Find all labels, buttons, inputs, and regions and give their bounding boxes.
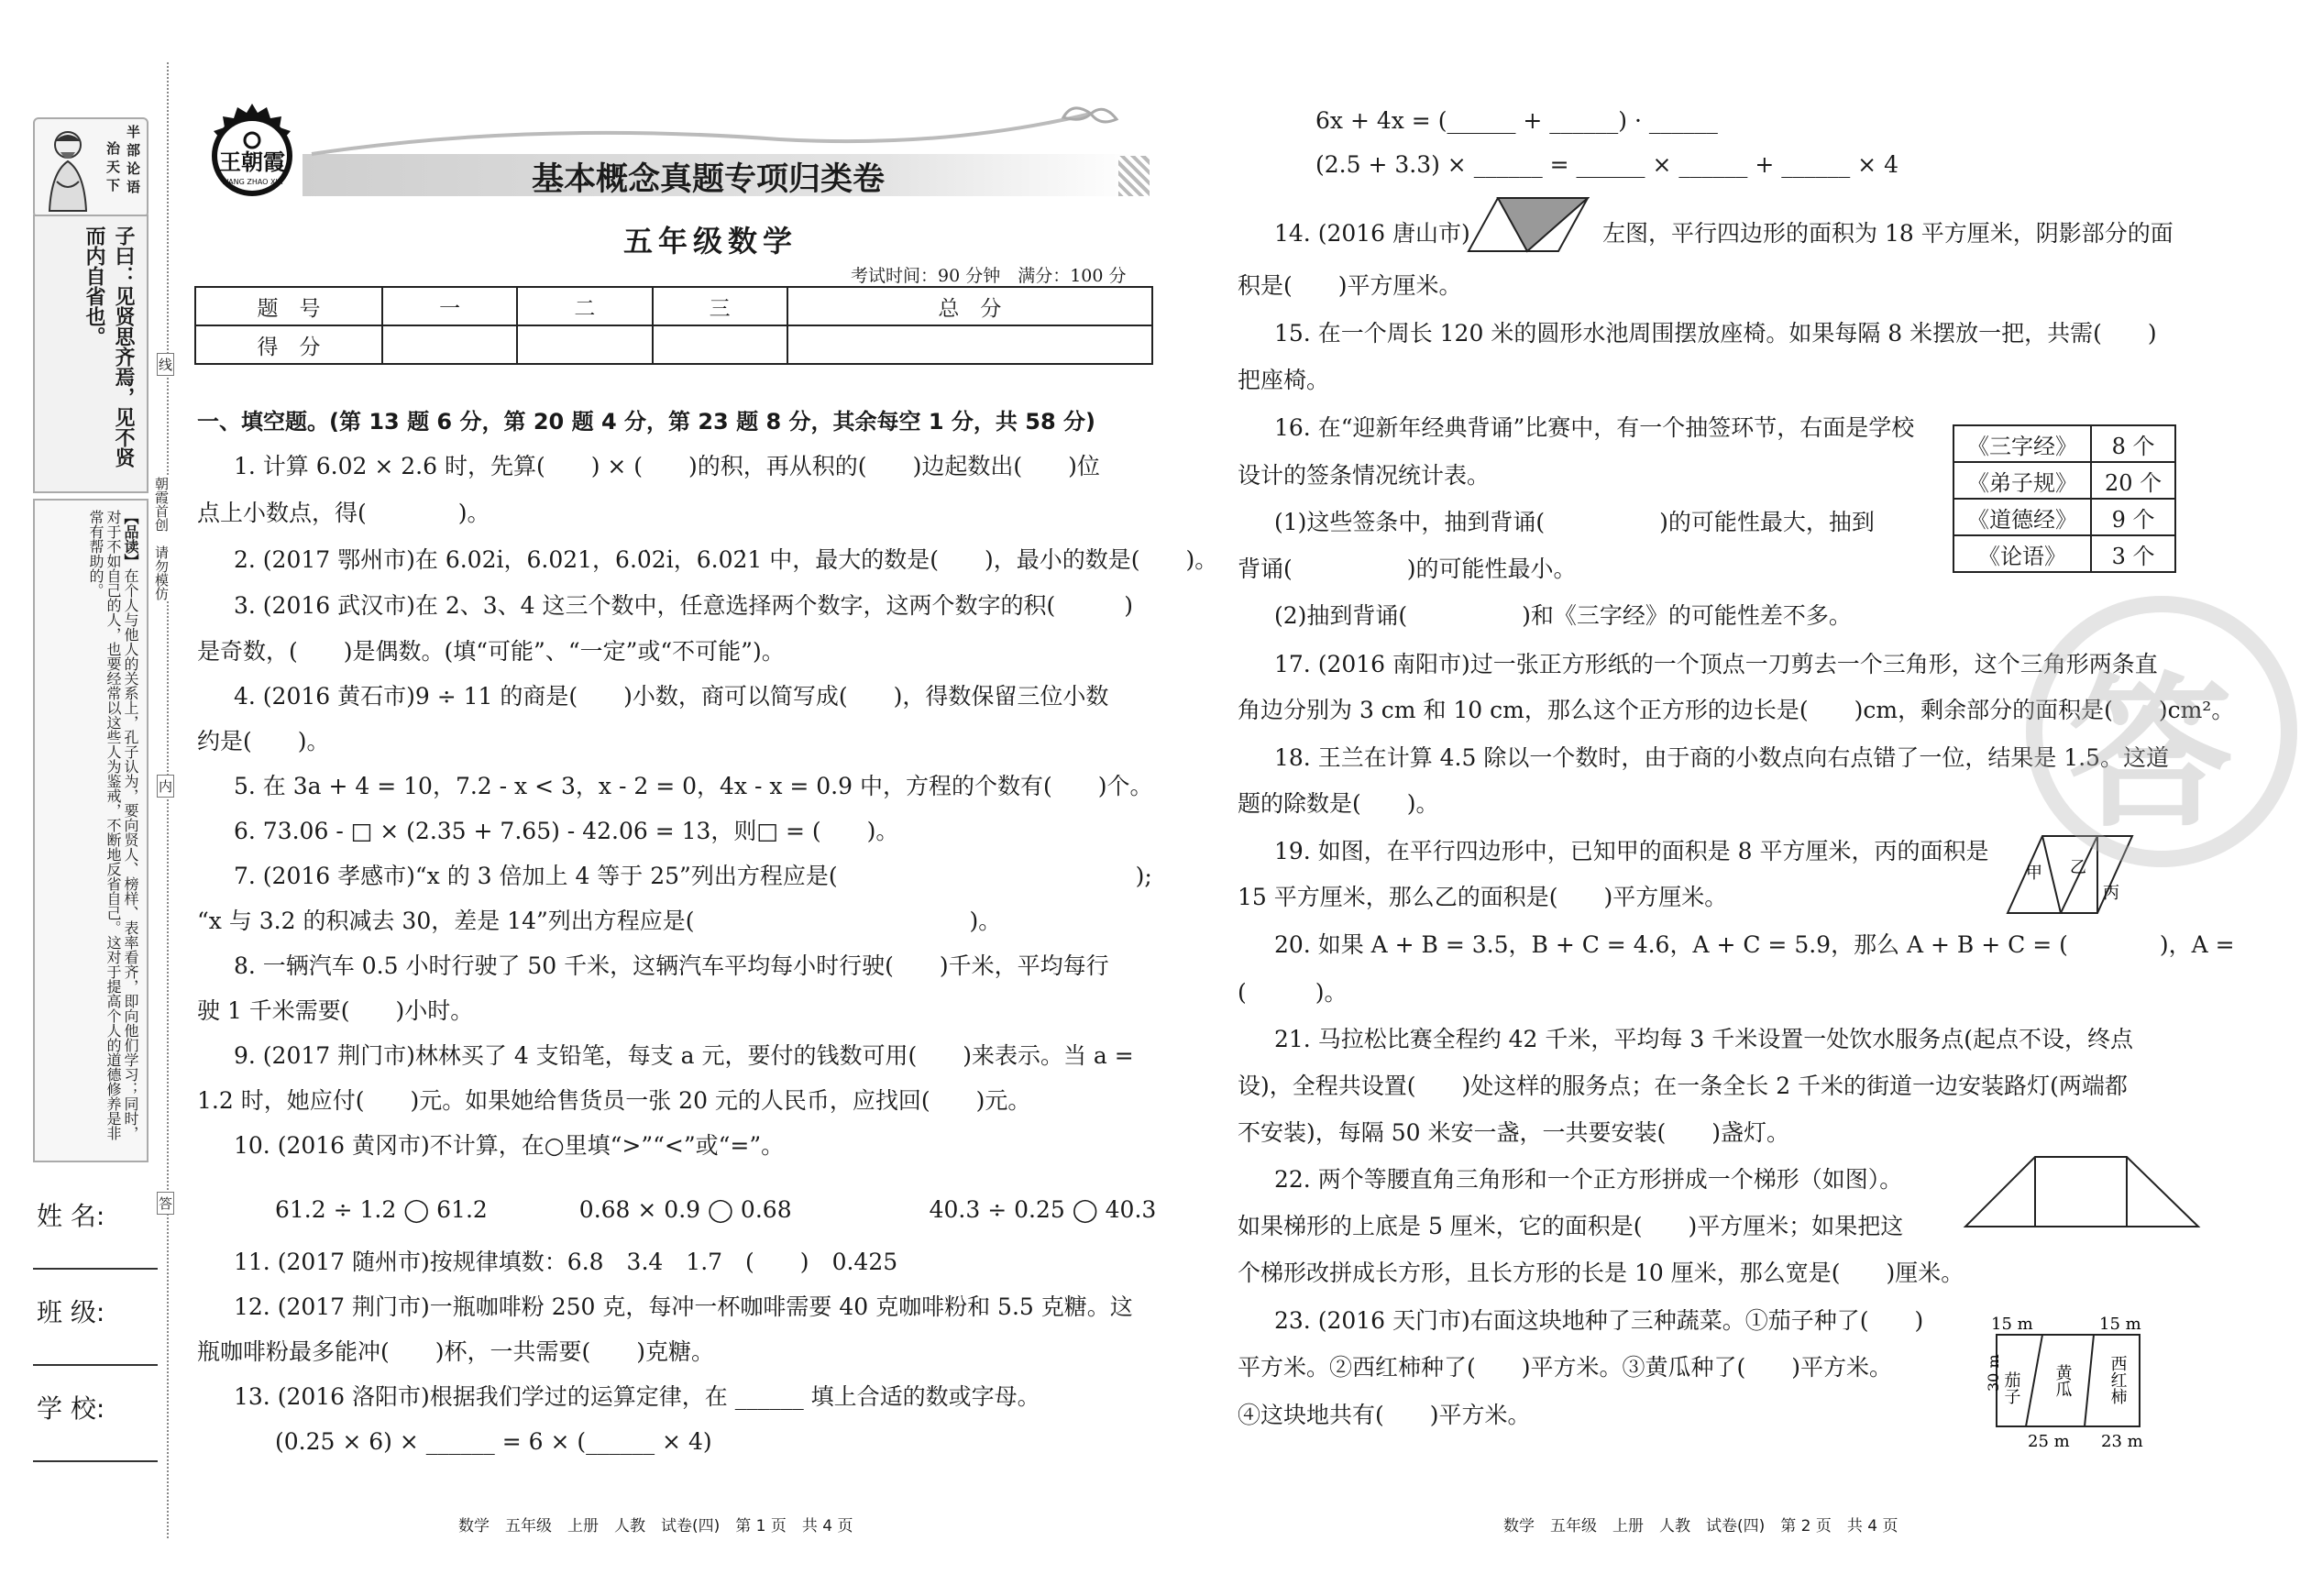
tally-count: 20 个	[2091, 462, 2175, 499]
tally-item: 《道德经》	[1953, 499, 2091, 535]
question-21: 21. 马拉松比赛全程约 42 千米，平均每 3 千米设置一处饮水服务点(起点不设，终点	[1274, 1026, 2133, 1052]
question-21-cont1: 设)，全程共设置( )处这样的服务点；在一条全长 2 千米的街道一边安装路灯(两端都	[1238, 1073, 2128, 1099]
motto-char: 治	[106, 140, 121, 157]
question-16-part1-cont: 背诵( )的可能性最小。	[1238, 556, 1577, 582]
student-class-field[interactable]	[37, 1293, 158, 1368]
question-15-cont: 把座椅。	[1238, 367, 1330, 393]
page-footer-left: 数学 五年级 上册 人教 试卷(四) 第 1 页 共 4 页	[458, 1517, 853, 1535]
question-12: 12. (2017 荆门市)一瓶咖啡粉 250 克，每冲一杯咖啡需要 40 克咖啡粉和 5.5 克糖。这	[234, 1293, 1133, 1320]
question-18: 18. 王兰在计算 4.5 除以一个数时，由于商的小数点向右点错了一位，结果是 1.5。这道	[1274, 744, 2170, 771]
page-footer-right: 数学 五年级 上册 人教 试卷(四) 第 2 页 共 4 页	[1503, 1517, 1898, 1535]
region-label: 丙	[2103, 884, 2119, 903]
question-8: 8. 一辆汽车 0.5 小时行驶了 50 千米，这辆汽车平均每小时行驶( )千米，平均每行	[234, 952, 1109, 979]
question-8-cont: 驶 1 千米需要( )小时。	[197, 997, 474, 1024]
question-23: 23. (2016 天门市)右面这块地种了三种蔬菜。①茄子种了( )	[1274, 1307, 1924, 1334]
question-3: 3. (2016 武汉市)在 2、3、4 这三个数中，任意选择两个数字，这两个数字的积( )	[234, 592, 1133, 619]
question-6: 6. 73.06 - □ × (2.35 + 7.65) - 42.06 = 13，则□ = ( )。	[234, 818, 899, 844]
region-label: 茄子	[2001, 1371, 2021, 1404]
commentary-text: 在个人与他人的关系上，孔子认为，要向贤人、榜样、表率看齐，即向他们学习；同时，对于不如自己的人，也要经常以这些人为鉴戒，不断地反省自己。这对于提高个人的道德修养是非常有帮助的。	[87, 510, 139, 1140]
question-13-eq1: (0.25 × 6) × ______ = 6 × (______ × 4)	[275, 1428, 712, 1455]
question-1-cont: 点上小数点，得( )。	[197, 500, 490, 526]
question-1: 1. 计算 6.02 × 2.6 时，先算( ) × ( )的积，再从积的( )边起数出( )位	[234, 453, 1100, 479]
score-row-label: 得 分	[195, 325, 382, 364]
question-22: 22. 两个等腰直角三角形和一个正方形拼成一个梯形（如图）。	[1274, 1166, 1903, 1193]
question-9-cont: 1.2 时，她应付( )元。如果她给售货员一张 20 元的人民币，应找回( )元。	[197, 1087, 1031, 1114]
score-cell[interactable]	[653, 325, 787, 364]
question-13-eq3: (2.5 + 3.3) × ______ = ______ × ______ + ______ × 4	[1315, 151, 1898, 178]
dimension-label: 23 m	[2101, 1432, 2143, 1450]
watermark-seal	[2026, 596, 2297, 867]
score-cell[interactable]	[382, 325, 517, 364]
tally-table	[1953, 424, 2176, 573]
dimension-label: 25 m	[2028, 1432, 2070, 1450]
motto-char: 语	[127, 179, 141, 195]
question-17-cont: 角边分别为 3 cm 和 10 cm，那么这个正方形的边长是( )cm，剩余部分的面积是( )cm²。	[1238, 697, 2235, 723]
binding-mark: 内	[157, 775, 174, 798]
commentary-tag: 【品读】	[122, 510, 139, 568]
brand-logo	[183, 96, 321, 215]
question-17: 17. (2016 南阳市)过一张正方形纸的一个顶点一刀剪去一个三角形，这个三角形两条直	[1274, 651, 2158, 677]
question-23-cont2: ④这块地共有( )平方米。	[1238, 1402, 1531, 1428]
score-cell[interactable]	[517, 325, 652, 364]
question-22-cont2: 个梯形改拼成长方形，且长方形的长是 10 厘米，那么宽是( )厘米。	[1238, 1260, 1964, 1286]
score-header: 题 号	[195, 287, 382, 325]
question-7: 7. (2016 孝感市)“x 的 3 倍加上 4 等于 25”列出方程应是( );	[234, 863, 1152, 889]
watermark-text: 答	[2068, 656, 2234, 850]
question-16-part2: (2)抽到背诵( )和《三字经》的可能性差不多。	[1274, 602, 1852, 629]
question-4: 4. (2016 黄石市)9 ÷ 11 的商是( )小数，商可以简写成( )，得数保留三位小数	[234, 683, 1109, 710]
brand-pinyin: WANG ZHAO XIA	[221, 178, 283, 186]
confucius-illustration	[39, 125, 97, 213]
score-header: 总 分	[787, 287, 1152, 325]
question-22-cont1: 如果梯形的上底是 5 厘米，它的面积是( )平方厘米；如果把这	[1238, 1213, 1904, 1239]
question-10: 10. (2016 黄冈市)不计算，在○里填“>”“<”或“=”。	[234, 1132, 785, 1159]
ribbon-decoration	[303, 103, 1155, 158]
tally-item: 《三字经》	[1953, 425, 2091, 462]
question-20-cont: ( )。	[1238, 979, 1348, 1006]
brand-name: 王朝霞	[219, 149, 285, 175]
motto-char: 天	[106, 159, 121, 175]
quote-box	[33, 215, 149, 493]
binding-mark: 线	[157, 353, 174, 376]
question-14: 14. (2016 唐山市)	[1274, 220, 1470, 247]
score-header: 三	[653, 287, 787, 325]
trapezoid-figure	[1962, 1153, 2202, 1230]
question-4-cont: 约是( )。	[197, 728, 330, 754]
binding-line	[167, 62, 169, 1538]
binding-note: 朝霞首创 请勿模仿	[153, 477, 170, 600]
region-label: 乙	[2070, 858, 2086, 877]
question-12-cont: 瓶咖啡粉最多能冲( )杯，一共需要( )克糖。	[197, 1338, 715, 1365]
question-16-cont: 设计的签条情况统计表。	[1238, 462, 1491, 489]
field-label: 学 校:	[37, 1393, 105, 1424]
score-header: 一	[382, 287, 517, 325]
question-3-cont: 是奇数，( )是偶数。(填“可能”、“一定”或“不可能”)。	[197, 638, 785, 665]
motto-char: 部	[127, 142, 141, 159]
motto-char: 下	[106, 177, 121, 193]
tally-count: 9 个	[2091, 499, 2175, 535]
field-label: 班 级:	[37, 1297, 105, 1327]
student-school-field[interactable]	[37, 1389, 158, 1464]
binding-mark: 答	[157, 1192, 174, 1215]
exam-title: 基本概念真题专项归类卷	[532, 160, 886, 198]
student-name-field[interactable]	[37, 1196, 158, 1271]
question-14-cont: 积是( )平方厘米。	[1238, 272, 1462, 299]
commentary-box	[33, 499, 149, 1162]
exam-info: 考试时间：90 分钟 满分：100 分	[851, 266, 1127, 286]
question-5: 5. 在 3a + 4 = 10，7.2 - x < 3，x - 2 = 0，4x - x = 0.9 中，方程的个数有( )个。	[234, 773, 1153, 799]
question-19: 19. 如图，在平行四边形中，已知甲的面积是 8 平方厘米，丙的面积是	[1274, 838, 1989, 864]
score-header: 二	[517, 287, 652, 325]
region-label: 甲	[2026, 864, 2042, 883]
question-15: 15. 在一个周长 120 米的圆形水池周围摆放座椅。如果每隔 8 米摆放一把，共需( )	[1274, 320, 2157, 347]
pattern-strip	[1118, 156, 1150, 196]
parallelogram-figure	[1467, 196, 1590, 253]
question-21-cont2: 不安装)，每隔 50 米安一盏，一共要安装( )盏灯。	[1238, 1119, 1789, 1146]
question-19-cont: 15 平方厘米，那么乙的面积是( )平方厘米。	[1238, 884, 1728, 910]
motto-char: 论	[127, 160, 141, 177]
question-10-compare: 61.2 ÷ 1.2 ◯ 61.2 0.68 × 0.9 ◯ 0.68 40.3 ÷ 0.25 ◯ 40.3	[275, 1196, 1157, 1223]
dimension-label: 30 m	[1985, 1354, 2002, 1392]
question-13-eq2: 6x + 4x = (______ + ______) · ______	[1315, 107, 1718, 134]
tally-item: 《弟子规》	[1953, 462, 2091, 499]
question-9: 9. (2017 荆门市)林林买了 4 支铅笔，每支 a 元，要付的钱数可用( )来表示。当 a =	[234, 1042, 1134, 1069]
question-14-text: 左图，平行四边形的面积为 18 平方厘米，阴影部分的面	[1602, 220, 2173, 247]
score-cell[interactable]	[787, 325, 1152, 364]
exam-subtitle: 五年级数学	[623, 224, 798, 259]
region-label: 黄瓜	[2052, 1364, 2073, 1397]
motto-box	[33, 117, 149, 218]
tally-count: 3 个	[2091, 535, 2175, 572]
tally-count: 8 个	[2091, 425, 2175, 462]
quote-text: 子曰：见贤思齐焉，见不贤而内自省也。	[83, 226, 135, 468]
region-label: 西红柿	[2107, 1355, 2128, 1404]
question-18-cont: 题的除数是( )。	[1238, 790, 1439, 817]
section-heading: 一、填空题。(第 13 题 6 分，第 20 题 4 分，第 23 题 8 分，其余每空 1 分，共 58 分)	[197, 409, 1096, 435]
score-table	[194, 286, 1153, 365]
tally-item: 《论语》	[1953, 535, 2091, 572]
vegetable-plot-figure	[1971, 1313, 2154, 1450]
question-20: 20. 如果 A + B = 3.5，B + C = 4.6，A + C = 5.9，那么 A + B + C = ( )，A =	[1274, 931, 2235, 958]
dimension-label: 15 m	[2099, 1315, 2141, 1334]
question-16: 16. 在“迎新年经典背诵”比赛中，有一个抽签环节，右面是学校	[1274, 414, 1915, 441]
question-2: 2. (2017 鄂州市)在 6.02i̇，6.021，6.0̇2i̇，6.02̇1 中，最大的数是( )，最小的数是( )。	[234, 546, 1218, 573]
question-16-part1: (1)这些签条中，抽到背诵( )的可能性最大，抽到	[1274, 509, 1875, 535]
field-label: 姓 名:	[37, 1201, 105, 1231]
motto-char: 半	[127, 124, 141, 140]
question-23-cont1: 平方米。②西红柿种了( )平方米。③黄瓜种了( )平方米。	[1238, 1354, 1893, 1381]
question-13: 13. (2016 洛阳市)根据我们学过的运算定律，在 ______ 填上合适的数或字母。	[234, 1383, 1040, 1410]
question-7-cont: “x 与 3.2 的积减去 30，差是 14”列出方程应是( )。	[197, 908, 1002, 934]
dimension-label: 15 m	[1991, 1315, 2033, 1334]
question-11: 11. (2017 随州市)按规律填数：6.8 3.4 1.7 ( ) 0.425	[234, 1249, 898, 1275]
